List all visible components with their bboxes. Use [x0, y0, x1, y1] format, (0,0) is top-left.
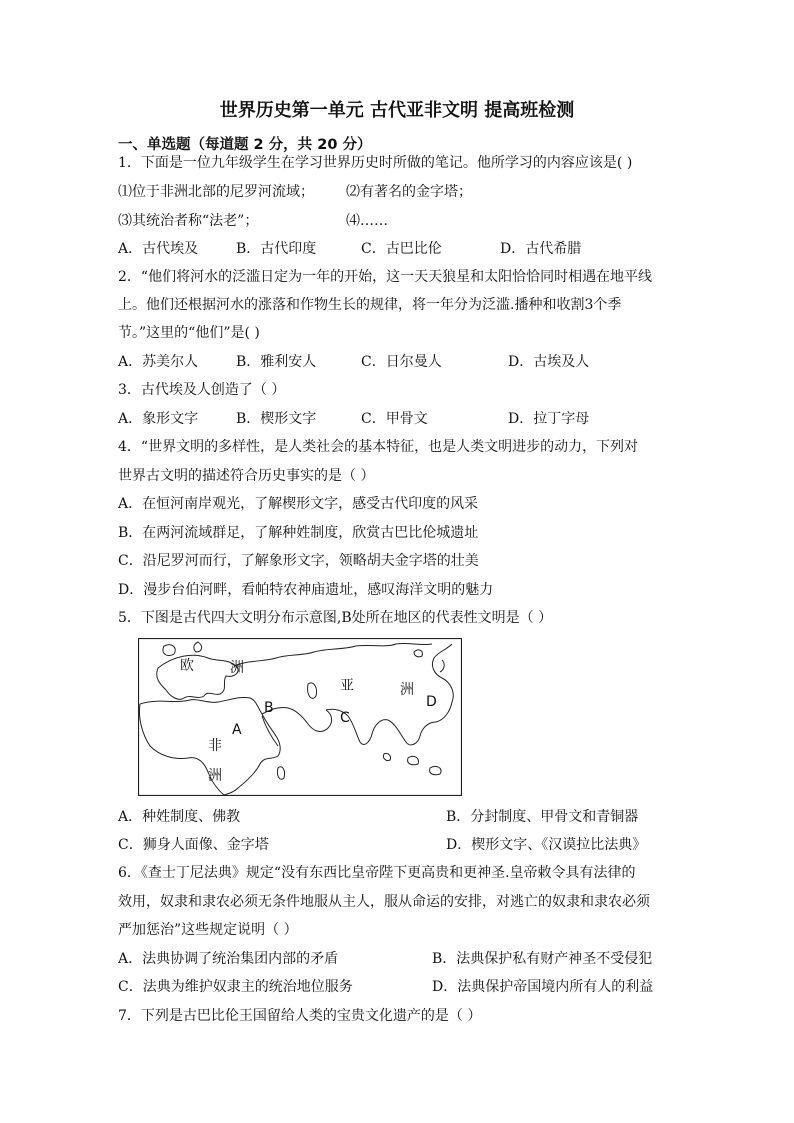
question-4-option-a[interactable]: A．在恒河南岸观光，了解楔形文字，感受古代印度的风采: [118, 496, 479, 512]
question-2-line-3: 节。”这里的“他们”是( ): [118, 325, 260, 341]
question-2-option-d[interactable]: D．古埃及人: [508, 354, 590, 370]
map-label-africa-2: 洲: [208, 768, 222, 784]
question-1-stem: 1．下面是一位九年级学生在学习世界历史时所做的笔记。他所学习的内容应该是( ): [118, 155, 633, 171]
question-1-option-c[interactable]: C．古巴比伦: [361, 241, 442, 257]
question-6-line-1: 6．《查士丁尼法典》规定“没有东西比皇帝陛下更高贵和更神圣.皇帝敕令具有法律的: [118, 865, 636, 881]
question-3-option-d[interactable]: D．拉丁字母: [508, 411, 590, 427]
question-6-option-a[interactable]: A．法典协调了统治集团内部的矛盾: [118, 951, 339, 967]
question-3-option-a[interactable]: A．象形文字: [118, 411, 199, 427]
question-6-option-c[interactable]: C．法典为维护奴隶主的统治地位服务: [118, 979, 353, 995]
map-label-asia-2: 洲: [400, 682, 414, 698]
question-6-option-d[interactable]: D．法典保护帝国境内所有人的利益: [432, 979, 654, 995]
question-2-option-c[interactable]: C．日尔曼人: [361, 354, 442, 370]
question-2-line-2: 上。他们还根据河水的涨落和作物生长的规律，将一年分为泛滥.播种和收割3个季: [118, 297, 622, 313]
question-5-option-b[interactable]: B．分封制度、甲骨文和青铜器: [446, 809, 639, 825]
question-3-stem: 3．古代埃及人创造了（ ）: [118, 382, 286, 398]
map-marker-d: D: [426, 694, 437, 710]
map-label-asia-1: 亚: [340, 678, 354, 694]
question-1-note-2: ⑵有著名的金字塔；: [346, 184, 472, 200]
question-5-option-c[interactable]: C．狮身人面像、金字塔: [118, 837, 269, 853]
map-marker-c: C: [340, 710, 350, 726]
question-3-option-b[interactable]: B．楔形文字: [236, 411, 317, 427]
map-marker-a: A: [232, 722, 242, 738]
question-5-stem: 5．下图是古代四大文明分布示意图,B处所在地区的代表性文明是（ ）: [118, 610, 553, 626]
question-4-option-b[interactable]: B．在两河流域群足，了解种姓制度，欣赏古巴比伦城遗址: [118, 525, 479, 541]
question-1-note-3: ⑶其统治者称“法老”；: [118, 213, 259, 229]
map-label-europe-1: 欧: [180, 658, 194, 674]
question-6-line-2: 效用，奴隶和隶农必须无条件地服从主人，服从命运的安排，对逃亡的奴隶和隶农必须: [118, 894, 650, 910]
map-marker-b: B: [264, 700, 274, 716]
question-5-option-a[interactable]: A．种姓制度、佛教: [118, 809, 241, 825]
question-1-option-d[interactable]: D．古代希腊: [500, 241, 582, 257]
question-2-line-1: 2．“他们将河水的泛滥日定为一年的开始，这一天天狼星和太阳恰恰同时相遇在地平线: [118, 269, 653, 285]
question-6-line-3: 严加惩治”这些规定说明（ ）: [118, 922, 298, 938]
question-2-option-b[interactable]: B．雅利安人: [236, 354, 317, 370]
ancient-civilizations-map: [138, 638, 462, 796]
question-1-option-b[interactable]: B．古代印度: [236, 241, 317, 257]
question-1-note-1: ⑴位于非洲北部的尼罗河流域；: [118, 184, 314, 200]
map-label-africa-1: 非: [208, 738, 222, 754]
question-4-line-1: 4．“世界文明的多样性，是人类社会的基本特征，也是人类文明进步的动力，下列对: [118, 439, 639, 455]
question-1-option-a[interactable]: A．古代埃及: [118, 241, 199, 257]
question-6-option-b[interactable]: B．法典保护私有财产神圣不受侵犯: [432, 951, 653, 967]
question-4-option-d[interactable]: D．漫步台伯河畔，看帕特农神庙遗址，感叹海洋文明的魅力: [118, 582, 494, 598]
question-4-line-2: 世界古文明的描述符合历史事实的是（ ）: [118, 468, 375, 484]
map-label-europe-2: 洲: [230, 660, 244, 676]
question-2-option-a[interactable]: A．苏美尔人: [118, 354, 199, 370]
question-3-option-c[interactable]: C．甲骨文: [361, 411, 428, 427]
question-7-stem: 7．下列是古巴比伦王国留给人类的宝贵文化遗产的是（ ）: [118, 1008, 482, 1024]
page-title: 世界历史第一单元 古代亚非文明 提高班检测: [219, 100, 575, 121]
question-4-option-c[interactable]: C．沿尼罗河而行，了解象形文字，领略胡夫金字塔的壮美: [118, 553, 479, 569]
question-5-option-d[interactable]: D．楔形文字、《汉谟拉比法典》: [446, 837, 647, 853]
section-heading: 一、单选题（每道题 2 分，共 20 分）: [118, 137, 372, 153]
question-1-note-4: ⑷……: [346, 213, 388, 229]
